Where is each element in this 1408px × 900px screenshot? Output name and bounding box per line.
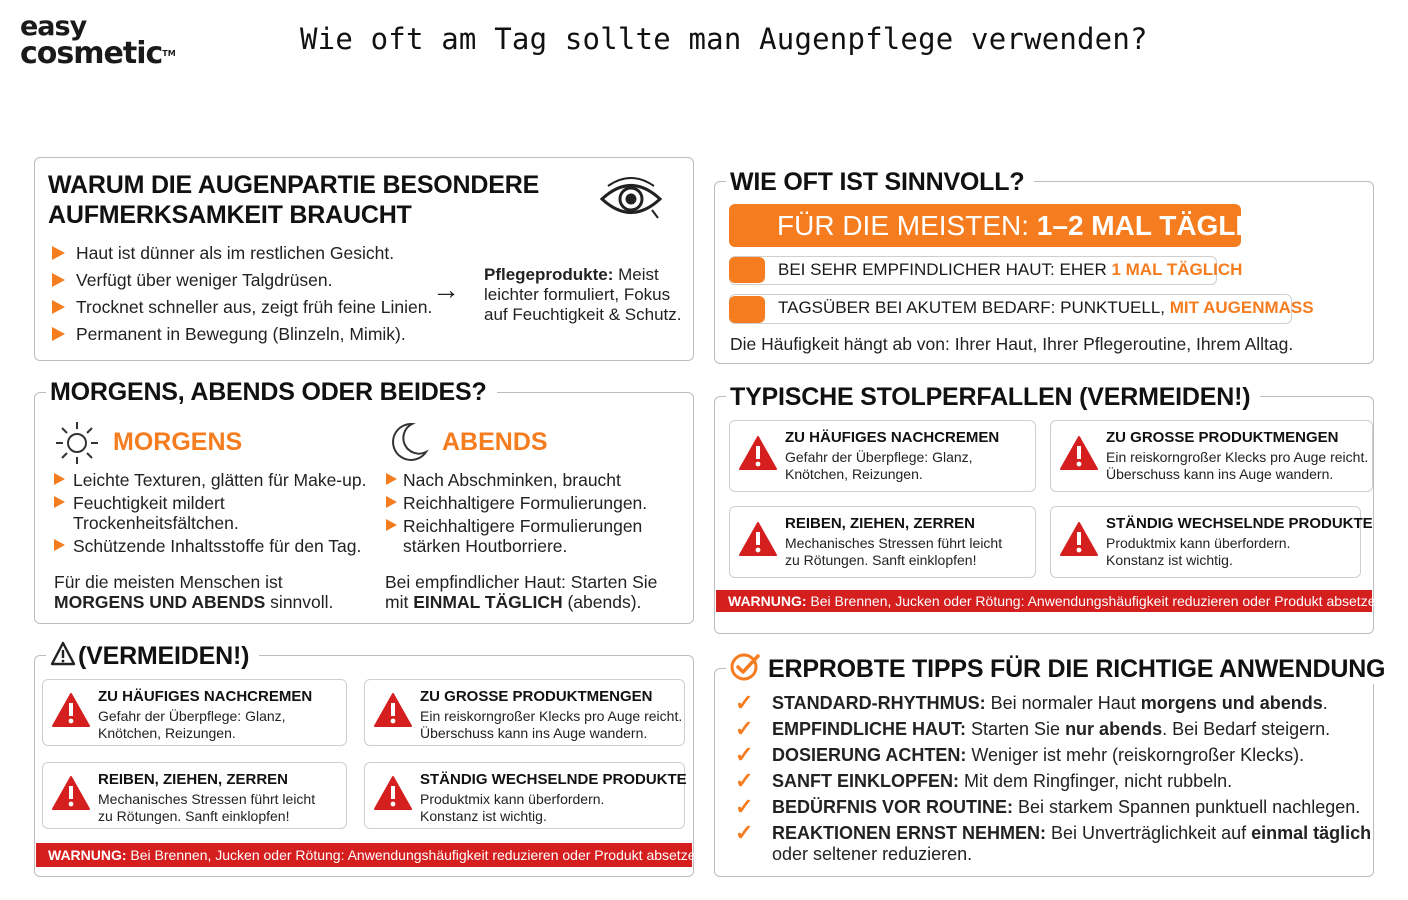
avoid-warning-bar: [36, 843, 708, 867]
evening-note-bold: EINMAL TÄGLICH: [413, 592, 563, 612]
sensitive-skin-value: 1 MAL TÄGLICH: [1111, 260, 1243, 279]
bullet-arrow: [54, 539, 65, 551]
bullet-arrow: [386, 496, 397, 508]
main-frequency-prefix: FÜR DIE MEISTEN:: [777, 210, 1037, 241]
pitfall-card-body: [785, 535, 1002, 569]
check-icon: ✓: [735, 690, 754, 715]
evening-bullet-3-line-2: stärken Houtborriere.: [403, 536, 568, 556]
products-text-1: Meist: [613, 265, 659, 284]
avoid-card: [42, 679, 347, 746]
avoid-card-line-2: Überschuss kann ins Auge wandern.: [420, 725, 648, 741]
pitfall-card-line-2: zu Rötungen. Sanft einklopfen!: [785, 552, 977, 568]
pitfall-card-body: [1106, 449, 1368, 483]
warning-icon: [373, 692, 413, 728]
tip-text: Starten Sie: [966, 719, 1066, 739]
avoid-card-line-2: Konstanz ist wichtig.: [420, 808, 547, 824]
pitfall-card-title: STÄNDIG WECHSELNDE PRODUKTE: [1106, 515, 1373, 532]
avoid-card-line-2: Knötchen, Reizungen.: [98, 725, 236, 741]
evening-note-line-2: [385, 592, 641, 612]
tip-text: Weniger ist mehr (reiskorngroßer Klecks).: [966, 745, 1305, 765]
morning-note-line-2: [54, 592, 333, 612]
moon-icon: [386, 420, 430, 464]
page-title: Wie oft am Tag sollte man Augenpflege verwenden?: [300, 22, 1148, 56]
main-frequency-banner: [729, 204, 1284, 247]
morning-bullet-3: Schützende Inhaltsstoffe für den Tag.: [73, 536, 362, 556]
warning-text: Bei Brennen, Jucken oder Rötung: Anwendungshäufigkeit reduzieren oder Produkt absetzen.: [126, 847, 708, 863]
warning-icon: [373, 775, 413, 811]
tip-end: . Bei Bedarf steigern.: [1162, 719, 1331, 739]
morning-note-bold: MORGENS UND ABENDS: [54, 592, 266, 612]
products-note-line-2: leichter formuliert, Fokus: [484, 285, 671, 304]
pitfall-card-line-1: Mechanisches Stressen führt leicht: [785, 535, 1003, 551]
morning-note-end: sinnvoll.: [265, 592, 334, 612]
pitfall-card-line-2: Überschuss kann ins Auge wandern.: [1106, 466, 1334, 482]
avoid-card-line-1: Gefahr der Überpflege: Glanz,: [98, 708, 286, 724]
products-note-line-3: auf Feuchtigkeit & Schutz.: [484, 305, 682, 324]
main-frequency-value: 1–2 MAL TÄGLICH: [1036, 210, 1284, 241]
check-icon: ✓: [735, 820, 754, 845]
tip-bold: nur abends: [1065, 719, 1163, 739]
pitfall-card: [1050, 420, 1373, 492]
avoid-card-body: [420, 708, 682, 742]
morning-bullet-2-line-1: Feuchtigkeit mildert: [73, 493, 225, 513]
warning-bar: [716, 590, 1388, 612]
how-often-title: WIE OFT IST SINNVOLL?: [726, 167, 1034, 197]
evening-bullet-3-line-1: Reichhaltigere Formulierungen: [403, 516, 643, 536]
bullet-arrow: [52, 246, 65, 260]
logo-trademark: TM: [162, 49, 176, 58]
morning-label: MORGENS: [113, 428, 243, 456]
avoid-card-line-1: Produktmix kann überfordern.: [420, 791, 605, 807]
why-bullet-4: Permanent in Bewegung (Blinzeln, Mimik).: [76, 324, 406, 344]
tip-text: Mit dem Ringfinger, nicht rubbeln.: [959, 771, 1233, 791]
avoid-card-title: STÄNDIG WECHSELNDE PRODUKTE: [420, 771, 687, 788]
morning-bullet-1: Leichte Texturen, glätten für Make-up.: [73, 470, 367, 490]
morning-bullet-2-line-2: Trockenheitsfältchen.: [73, 513, 239, 533]
products-label: Pflegeprodukte:: [484, 265, 614, 284]
tip-label: BEDÜRFNIS VOR ROUTINE:: [772, 797, 1014, 817]
avoid-card-title: ZU GROSSE PRODUKTMENGEN: [420, 688, 653, 705]
pitfall-card-line-2: Konstanz ist wichtig.: [1106, 552, 1233, 568]
warning-icon: [51, 692, 91, 728]
sensitive-skin-row: [729, 256, 1243, 285]
tip-item-continuation: oder seltener reduzieren.: [772, 844, 973, 864]
warning-icon: [1059, 435, 1099, 471]
acute-need-value: MIT AUGENMASS: [1169, 298, 1314, 317]
avoid-card-line-1: Mechanisches Stressen führt leicht: [98, 791, 316, 807]
morning-evening-title: MORGENS, ABENDS ODER BEIDES?: [46, 377, 497, 407]
check-icon: ✓: [735, 768, 754, 793]
pitfalls-title: TYPISCHE STOLPERFALLEN (VERMEIDEN!): [726, 382, 1260, 412]
pitfall-card-line-1: Gefahr der Überpflege: Glanz,: [785, 449, 973, 465]
tip-label: SANFT EINKLOPFEN:: [772, 771, 959, 791]
tip-text: Bei starkem Spannen punktuell nachlegen.: [1013, 797, 1361, 817]
why-title-line-1: WARUM DIE AUGENPARTIE BESONDERE: [48, 171, 540, 199]
why-bullet-2: Verfügt über weniger Talgdrüsen.: [76, 270, 333, 290]
check-icon: ✓: [735, 742, 754, 767]
avoid-card: [364, 679, 685, 746]
tip-label: REAKTIONEN ERNST NEHMEN:: [772, 823, 1047, 843]
tip-item: [772, 692, 1328, 714]
why-title-line-2: AUFMERKSAMKEIT BRAUCHT: [48, 201, 412, 229]
morning-note-line-1: Für die meisten Menschen ist: [54, 572, 283, 592]
evening-bullet-1: Nach Abschminken, braucht: [403, 470, 621, 490]
tip-item: [772, 770, 1232, 792]
sensitive-skin-prefix: BEI SEHR EMPFINDLICHER HAUT: EHER: [778, 260, 1112, 279]
pitfall-card: [729, 420, 1036, 492]
products-note-line-1: [484, 265, 659, 285]
check-icon: ✓: [735, 794, 754, 819]
bullet-arrow: [386, 519, 397, 531]
avoid-card-title: REIBEN, ZIEHEN, ZERREN: [98, 771, 289, 788]
sensitive-skin-marker: [729, 257, 765, 283]
sun-icon: [54, 420, 100, 466]
acute-need-prefix: TAGSÜBER BEI AKUTEM BEDARF: PUNKTUELL,: [778, 298, 1170, 317]
pitfall-card-body: [785, 449, 973, 483]
tip-label: STANDARD-RHYTHMUS:: [772, 693, 986, 713]
warning-icon: [738, 521, 778, 557]
pitfall-card-line-1: Ein reiskorngroßer Klecks pro Auge reicht.: [1106, 449, 1369, 465]
tip-label: DOSIERUNG ACHTEN:: [772, 745, 967, 765]
evening-note-line-1: Bei empfindlicher Haut: Starten Sie: [385, 572, 658, 592]
avoid-card: [42, 762, 347, 829]
bullet-arrow: [52, 273, 65, 287]
pitfall-card-title: ZU GROSSE PRODUKTMENGEN: [1106, 429, 1339, 446]
tip-item: [772, 796, 1360, 818]
warning-label: WARNUNG:: [48, 847, 127, 863]
tip-label: EMPFINDLICHE HAUT:: [772, 719, 966, 739]
bullet-arrow: [54, 473, 65, 485]
tips-title: ERPROBTE TIPPS FÜR DIE RICHTIGE ANWENDUNG: [768, 655, 1386, 683]
pitfall-card-line-1: Produktmix kann überfordern.: [1106, 535, 1291, 551]
avoid-card-line-2: zu Rötungen. Sanft einklopfen!: [98, 808, 290, 824]
brand-logo: [20, 11, 190, 74]
how-often-footer: Die Häufigkeit hängt ab von: Ihrer Haut, Ihrer Pflegeroutine, Ihrem Alltag.: [730, 334, 1294, 354]
pitfall-card-line-2: Knötchen, Reizungen.: [785, 466, 923, 482]
logo-word: cosmetic: [20, 36, 163, 71]
tip-end: .: [1322, 693, 1328, 713]
pitfall-card: [729, 506, 1036, 578]
tip-text: Bei normaler Haut: [985, 693, 1141, 713]
avoid-card-body: [420, 791, 604, 825]
avoid-card-line-1: Ein reiskorngroßer Klecks pro Auge reicht.: [420, 708, 683, 724]
bullet-arrow: [52, 300, 65, 314]
tip-bold: einmal täglich: [1251, 823, 1372, 843]
evening-bullet-2: Reichhaltigere Formulierungen.: [403, 493, 648, 513]
evening-note-pre: mit: [385, 592, 414, 612]
logo-line-2: [20, 36, 190, 71]
avoid-title-wrap: [46, 641, 259, 671]
pitfall-card-title: ZU HÄUFIGES NACHCREMEN: [785, 429, 1000, 446]
tip-bold: morgens und abends: [1140, 693, 1323, 713]
avoid-card-title: ZU HÄUFIGES NACHCREMEN: [98, 688, 313, 705]
avoid-title: (VERMEIDEN!): [78, 642, 250, 670]
pitfall-card: [1050, 506, 1373, 578]
pitfall-card-body: [1106, 535, 1290, 569]
avoid-card-body: [98, 708, 286, 742]
tip-item: [772, 822, 1371, 844]
avoid-card-body: [98, 791, 315, 825]
pitfall-card-title: REIBEN, ZIEHEN, ZERREN: [785, 515, 976, 532]
right-arrow-icon: →: [432, 274, 460, 305]
check-circle-icon: [730, 652, 762, 682]
tip-item: [772, 718, 1330, 740]
evening-note-end: (abends).: [562, 592, 642, 612]
tip-item: [772, 744, 1304, 766]
warning-text: Bei Brennen, Jucken oder Rötung: Anwendungshäufigkeit reduzieren oder Produkt absetzen.: [806, 593, 1388, 609]
bullet-arrow: [52, 327, 65, 341]
evening-label: ABENDS: [442, 428, 548, 456]
warning-outline-icon: [50, 641, 76, 667]
acute-need-row: [729, 294, 1314, 324]
warning-icon: [1059, 521, 1099, 557]
eye-icon: [598, 176, 664, 222]
logo-line-1: easy: [20, 11, 87, 42]
tip-text: Bei Unverträglichkeit auf: [1046, 823, 1252, 843]
why-bullet-3: Trocknet schneller aus, zeigt früh feine Linien.: [76, 297, 433, 317]
avoid-card: [364, 762, 685, 829]
why-bullet-1: Haut ist dünner als im restlichen Gesicht.: [76, 243, 395, 263]
tips-title-wrap: [726, 652, 1395, 684]
warning-icon: [51, 775, 91, 811]
warning-label: WARNUNG:: [728, 593, 807, 609]
acute-need-marker: [729, 296, 765, 323]
bullet-arrow: [386, 473, 397, 485]
warning-icon: [738, 435, 778, 471]
bullet-arrow: [54, 496, 65, 508]
check-icon: ✓: [735, 716, 754, 741]
